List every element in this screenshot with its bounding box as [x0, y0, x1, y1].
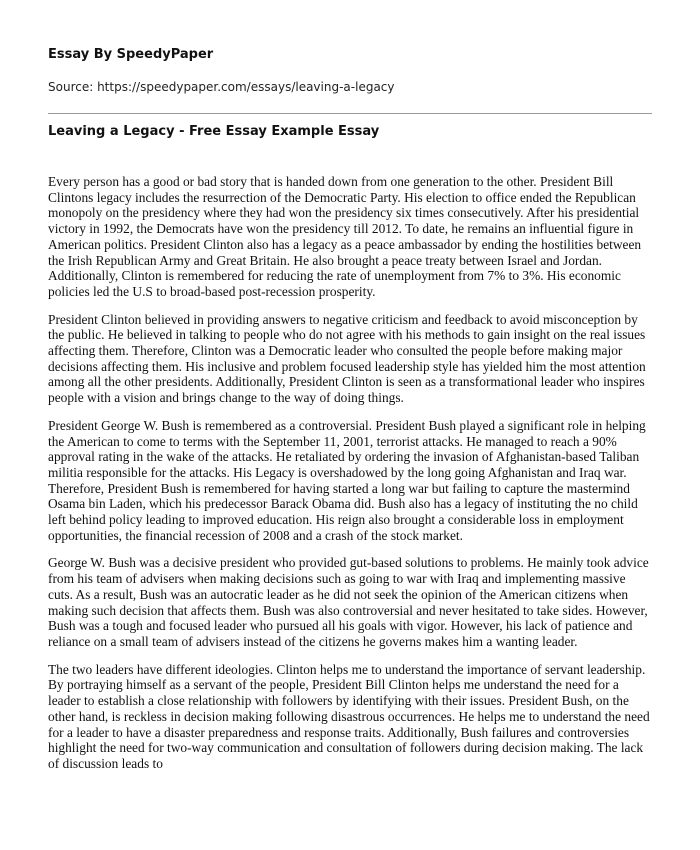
essay-body [48, 174, 652, 772]
source-line: Source: https://speedypaper.com/essays/leaving-a-legacy [48, 80, 395, 94]
essay-paragraph: Every person has a good or bad story that is handed down from one generation to the other. President Bill Clintons legacy includes the resurrection of the Democratic Party. His election to office ended the Republican monopoly on the presidency where they had won the presidency six times consecutively. After his presidential victory in 1992, the Democrats have won the presidency till 2012. To date, he remains an influential figure in American politics. President Clinton also has a legacy as a peace ambassador by ending the hostilities between the Irish Republican Army and Great Britain. He also brought a peace treaty between Israel and Jordan. Additionally, Clinton is remembered for reducing the rate of unemployment from 7% to 3%. His economic policies led the U.S to broad-based post-recession prosperity. [48, 174, 642, 299]
essay-paragraph: President Clinton believed in providing answers to negative criticism and feedback to avoid misconception by the public. He believed in talking to people who do not agree with his methods to gain insight on the real issues affecting them. Therefore, Clinton was a Democratic leader who consulted the people before making major decisions affecting them. His inclusive and problem focused leadership style has yielded him the most attention among all the other presidents. Additionally, President Clinton is seen as a transformational leader who inspires people with a vision and brings change to the way of doing things. [48, 311, 646, 406]
essay-paragraph: President George W. Bush is remembered as a controversial. President Bush played a significant role in helping the American to come to terms with the September 11, 2001, terrorist attacks. He managed to reach a 90% approval rating in the wake of the attacks. He retaliated by ordering the invasion of Afghanistan-based Taliban militia responsible for the attacks. His Legacy is overshadowed by the long going Afghanistan and Iraq war. Therefore, President Bush is remembered for having started a long war but failing to capture the mastermind Osama bin Laden, which his predecessor Barack Obama did. Bush also has a legacy of instituting the no child left behind policy leading to improved education. His reign also brought a considerable loss in employment opportunities, the financial recession of 2008 and a crash of the stock market. [48, 417, 646, 543]
essay-paragraph: George W. Bush was a decisive president who provided gut-based solutions to problems. He mainly took advice from his team of advisers when making decisions such as going to war with Iraq and implementing massive cuts. As a result, Bush was an autocratic leader as he did not seek the opinion of the American citizens when making such decision that affects them. Bush was also controversial and never hesitated to take sides. However, Bush was a tough and focused leader who pursued all his goals with vigor. However, his lack of patience and reliance on a small team of advisers instead of the citizens he governs makes him a wanting leader. [48, 555, 649, 649]
essay-paragraph: The two leaders have different ideologies. Clinton helps me to understand the importance of servant leadership. By portraying himself as a servant of the people, President Bill Clinton helps me understand the need for a leader to establish a close relationship with followers by identifying with their issues. President Bush, on the other hand, is reckless in decision making following disastrous occurrences. He helps me to understand the need for a leader to have a disaster preparedness and response traits. Additionally, Bush failures and controversies highlight the need for two-way communication and consultation of followers during decision making. The lack of discussion leads to [48, 661, 650, 771]
brand-heading: Essay By SpeedyPaper [48, 47, 214, 62]
header-divider [48, 113, 652, 114]
essay-title: Leaving a Legacy - Free Essay Example Essay [48, 124, 380, 139]
